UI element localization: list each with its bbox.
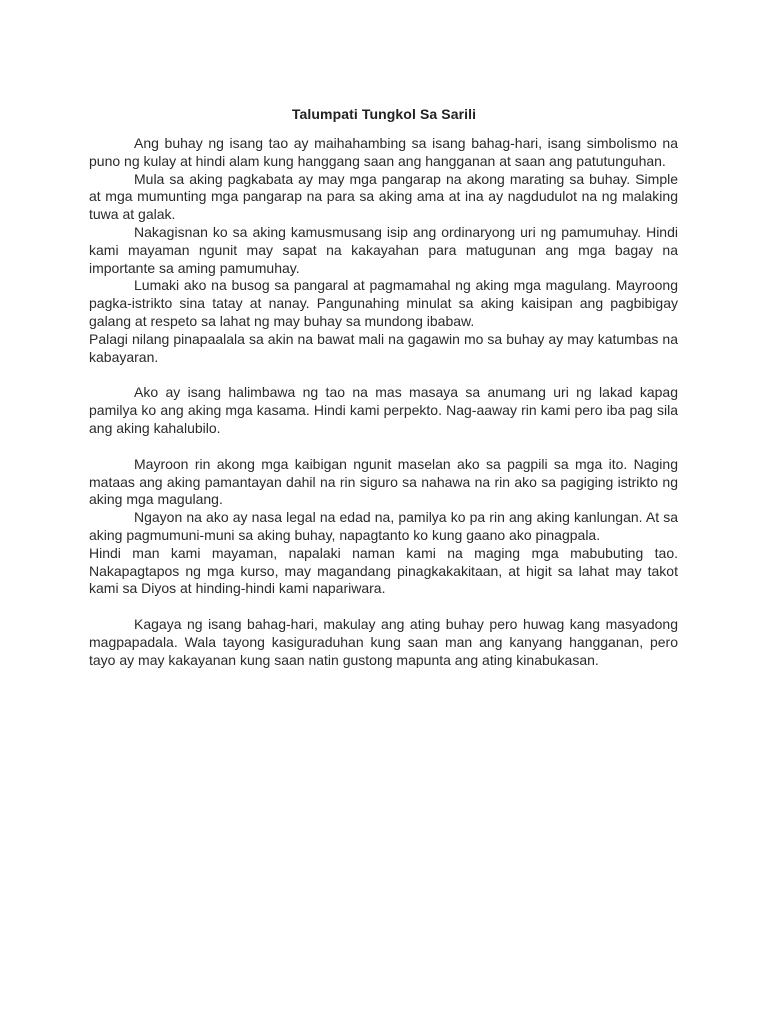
paragraph: Ako ay isang halimbawa ng tao na mas masaya sa anumang uri ng lakad kapag pamilya ko ang aking mga kasama. Hindi kami perpekto. Nag-aaway rin kami pero iba pag sila ang aking kahalubilo. xyxy=(89,384,678,436)
paragraph: Nakagisnan ko sa aking kamusmusang isip ang ordinaryong uri ng pamumuhay. Hindi kami mayaman ngunit may sapat na kakayahan para matugunan ang mga bagay na importante sa aming pamumuhay. xyxy=(89,223,678,276)
paragraph: Palagi nilang pinapaalala sa akin na bawat mali na gagawin mo sa buhay ay may katumbas na kabayaran. xyxy=(89,330,678,365)
paragraph-spacer xyxy=(89,366,678,384)
paragraph: Kagaya ng isang bahag-hari, makulay ang ating buhay pero huwag kang masyadong magpapadala. Wala tayong kasiguraduhan kung saan man ang kanyang hangganan, pero tayo ay may kakayanan kung saan natin gustong mapunta ang ating kinabukasan. xyxy=(89,616,678,668)
paragraph: Ang buhay ng isang tao ay maihahambing sa isang bahag-hari, isang simbolismo na puno ng kulay at hindi alam kung hanggang saan ang hangganan at saan ang patutunguhan. xyxy=(89,135,678,169)
paragraph-spacer xyxy=(89,438,678,456)
document-body xyxy=(89,135,678,670)
paragraph: Hindi man kami mayaman, napalaki naman kami na maging mga mabubuting tao. Nakapagtapos ng mga kurso, may magandang pinagkakakitaan, at higit sa lahat may takot kami sa Diyos at hinding-hindi kami napariwara. xyxy=(89,544,678,597)
paragraph: Ngayon na ako ay nasa legal na edad na, pamilya ko pa rin ang aking kanlungan. At sa aking pagmumuni-muni sa aking buhay, napagtanto ko kung gaano ako pinagpala. xyxy=(89,509,678,543)
paragraph: Mayroon rin akong mga kaibigan ngunit maselan ako sa pagpili sa mga ito. Naging mataas ang aking pamantayan dahil na rin siguro sa nahawa na rin ako sa pagiging istrikto ng aking mga magulang. xyxy=(89,455,678,508)
document-title: Talumpati Tungkol Sa Sarili xyxy=(291,106,477,122)
paragraph: Mula sa aking pagkabata ay may mga pangarap na akong marating sa buhay. Simple at mga mumunting mga pangarap na para sa aking ama at ina ay nagdudulot na ng malaking tuwa at galak. xyxy=(89,170,678,223)
paragraph: Lumaki ako na busog sa pangaral at pagmamahal ng aking mga magulang. Mayroong pagka-istrikto sina tatay at nanay. Pangunahing minulat sa aking kaisipan ang pagbibigay galang at respeto sa lahat ng may buhay sa mundong ibabaw. xyxy=(89,277,678,329)
paragraph-spacer xyxy=(89,598,678,616)
